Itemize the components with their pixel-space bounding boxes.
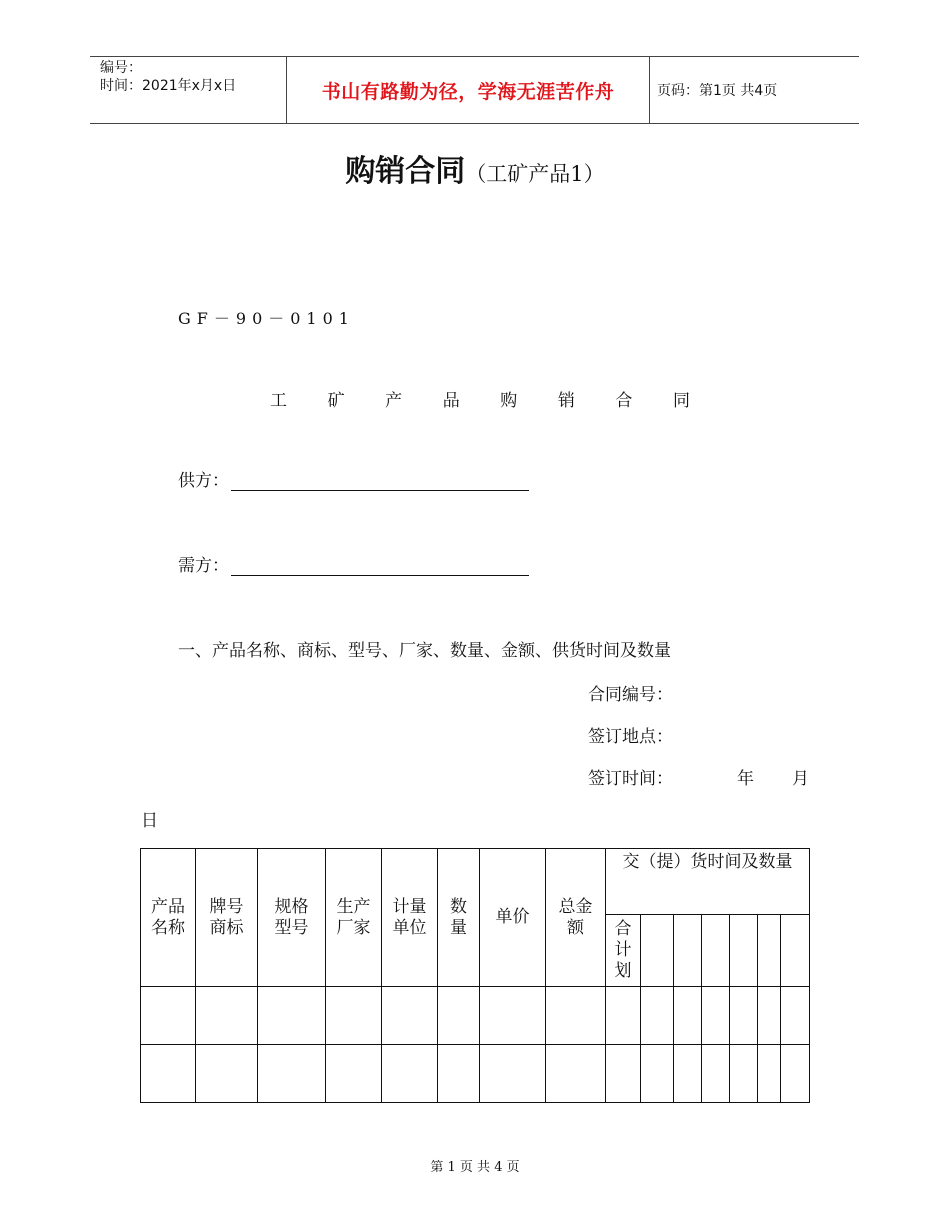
header-price: 单价 bbox=[480, 849, 546, 987]
table-cell[interactable] bbox=[141, 1045, 196, 1103]
header-delivery: 交（提）货时间及数量 bbox=[606, 849, 810, 915]
table-cell[interactable] bbox=[258, 1045, 326, 1103]
table-cell[interactable] bbox=[674, 1045, 702, 1103]
table-cell[interactable] bbox=[641, 1045, 674, 1103]
header-plan: 合 计 划 bbox=[606, 915, 641, 987]
table-cell[interactable] bbox=[480, 987, 546, 1045]
table-cell[interactable] bbox=[758, 987, 781, 1045]
header-brand: 牌号 商标 bbox=[196, 849, 258, 987]
header-left-cell bbox=[90, 57, 286, 123]
table-cell[interactable] bbox=[606, 1045, 641, 1103]
table-cell[interactable] bbox=[730, 987, 758, 1045]
doc-number-label: 编号： bbox=[100, 60, 142, 76]
table-cell[interactable] bbox=[382, 1045, 438, 1103]
table-cell[interactable] bbox=[702, 1045, 730, 1103]
header-quantity: 数 量 bbox=[438, 849, 480, 987]
table-cell[interactable] bbox=[758, 1045, 781, 1103]
table-cell[interactable] bbox=[480, 1045, 546, 1103]
table-cell bbox=[641, 915, 674, 987]
page-title bbox=[0, 146, 950, 190]
supplier-blank-line[interactable] bbox=[231, 470, 529, 491]
table-cell[interactable] bbox=[141, 987, 196, 1045]
buyer-label: 需方： bbox=[178, 556, 229, 576]
header-spec: 规格 型号 bbox=[258, 849, 326, 987]
table-cell[interactable] bbox=[546, 1045, 606, 1103]
table-cell[interactable] bbox=[326, 987, 382, 1045]
spaced-char: 矿 bbox=[327, 391, 345, 411]
table-header-row bbox=[141, 849, 810, 915]
spaced-char: 品 bbox=[442, 391, 460, 411]
table-cell[interactable] bbox=[730, 1045, 758, 1103]
month-label: 月 bbox=[792, 769, 809, 789]
spaced-char: 工 bbox=[270, 391, 287, 411]
doc-time-label: 时间：2021年x月x日 bbox=[100, 78, 237, 94]
title-main: 购销合同 bbox=[345, 154, 466, 189]
table-cell[interactable] bbox=[702, 987, 730, 1045]
day-label: 日 bbox=[141, 811, 158, 831]
header-maker: 生产 厂家 bbox=[326, 849, 382, 987]
header-middle-cell bbox=[286, 57, 650, 123]
table-cell bbox=[730, 915, 758, 987]
table-cell[interactable] bbox=[382, 987, 438, 1045]
document-header bbox=[90, 56, 859, 124]
spaced-char: 产 bbox=[385, 391, 403, 411]
table-row bbox=[141, 987, 810, 1045]
table-cell[interactable] bbox=[781, 1045, 810, 1103]
buyer-blank-line[interactable] bbox=[231, 555, 529, 576]
supplier-label: 供方： bbox=[178, 471, 229, 491]
table-cell bbox=[674, 915, 702, 987]
section-heading-1: 一、产品名称、商标、型号、厂家、数量、金额、供货时间及数量 bbox=[178, 641, 671, 661]
header-total: 总金 额 bbox=[546, 849, 606, 987]
spaced-char: 合 bbox=[615, 391, 633, 411]
table-cell[interactable] bbox=[781, 987, 810, 1045]
table-cell[interactable] bbox=[606, 987, 641, 1045]
table-cell[interactable] bbox=[258, 987, 326, 1045]
table-cell bbox=[702, 915, 730, 987]
header-slogan: 书山有路勤为径，学海无涯苦作舟 bbox=[321, 80, 615, 103]
sign-time-label: 签订时间： bbox=[588, 769, 673, 789]
table-cell[interactable] bbox=[196, 987, 258, 1045]
table-cell[interactable] bbox=[674, 987, 702, 1045]
table-row bbox=[141, 1045, 810, 1103]
header-product-name: 产品 名称 bbox=[141, 849, 196, 987]
header-unit: 计量 单位 bbox=[382, 849, 438, 987]
spaced-char: 购 bbox=[500, 391, 518, 411]
header-page-info: 页码：第1页 共4页 bbox=[657, 83, 778, 99]
table-cell[interactable] bbox=[196, 1045, 258, 1103]
table-cell[interactable] bbox=[438, 1045, 480, 1103]
title-sub: （工矿产品1） bbox=[465, 162, 605, 186]
sign-place-label: 签订地点： bbox=[588, 727, 673, 747]
contract-number-label: 合同编号： bbox=[588, 685, 673, 705]
table-cell bbox=[758, 915, 781, 987]
table-cell[interactable] bbox=[326, 1045, 382, 1103]
table-cell[interactable] bbox=[438, 987, 480, 1045]
form-code: GF－90－0101 bbox=[178, 309, 355, 328]
table-cell bbox=[781, 915, 810, 987]
spaced-char: 销 bbox=[557, 391, 575, 411]
spaced-char: 同 bbox=[672, 391, 690, 411]
buyer-field bbox=[178, 551, 529, 576]
table-cell[interactable] bbox=[641, 987, 674, 1045]
supplier-field bbox=[178, 466, 529, 491]
table-cell[interactable] bbox=[546, 987, 606, 1045]
spaced-contract-title bbox=[270, 386, 690, 411]
header-right-cell bbox=[649, 57, 859, 123]
product-table bbox=[140, 848, 810, 1103]
page-footer: 第 1 页 共 4 页 bbox=[430, 1160, 520, 1175]
year-label: 年 bbox=[737, 769, 754, 789]
